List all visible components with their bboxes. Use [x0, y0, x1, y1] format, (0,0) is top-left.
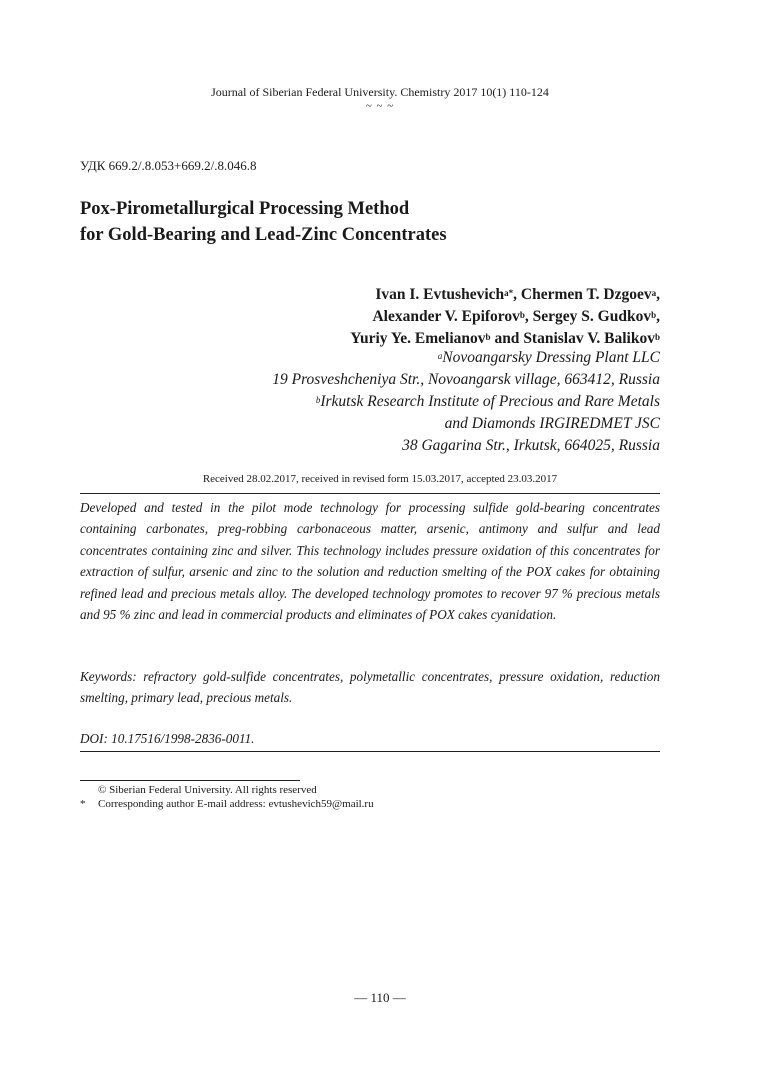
footnote-copyright: © Siberian Federal University. All rights reserved [98, 784, 317, 796]
affil-b-line-1: Irkutsk Research Institute of Precious and Rare Metals [320, 393, 660, 410]
doi: DOI: 10.17516/1998-2836-0011. [80, 731, 255, 746]
footnote-rule [80, 780, 300, 781]
author-separator: , [656, 308, 660, 325]
affil-a-line-1: Novoangarsky Dressing Plant LLC [442, 349, 660, 366]
affil-b-line-2: and Diamonds IRGIREDMET JSC [444, 415, 660, 432]
keywords: Keywords: refractory gold-sulfide concentrates, polymetallic concentrates, pressure oxidation, reduction smelting, primary lead, precious metals. [80, 669, 660, 706]
author-separator: , [524, 308, 533, 325]
abstract-top-rule [80, 493, 660, 494]
author-name: Sergey S. Gudkov [532, 308, 652, 325]
abstract-text: Developed and tested in the pilot mode technology for processing sulfide gold-bearing concentrates containing carbonates, preg-robbing carbonaceous matter, arsenic, antimony and sulfur and lead concentrates containing zinc and silver. This technology includes pressure oxidation of this concentrates for extraction of sulfur, arsenic and zinc to the solution and reduction smelting of the POX cakes for obtaining refined lead and precious metals alloy. The developed technology promotes to recover 97 % precious metals and 95 % zinc and lead in commercial products and eliminates of POX cakes cyanidation. [80, 500, 660, 623]
author-affil-mark: b [654, 332, 660, 342]
footnote-email-text: Corresponding author E-mail address: evtushevich59@mail.ru [98, 798, 374, 810]
author-separator: and [490, 330, 524, 347]
title-line-1: Pox-Pirometallurgical Processing Method [80, 199, 410, 219]
header-separator: ~ ~ ~ [365, 100, 395, 112]
footnote-mark: * [80, 798, 86, 810]
author-affil-mark: a* [504, 288, 514, 298]
affiliations [272, 347, 660, 457]
footnote-corresponding [80, 798, 374, 810]
affil-mark-b: b [315, 395, 321, 405]
author-affil-mark: b [485, 332, 491, 342]
affil-b-line-3: 38 Gagarina Str., Irkutsk, 664025, Russia [402, 437, 660, 454]
author-name: Chermen T. Dzgoev [520, 286, 652, 303]
author-affil-mark: b [519, 310, 525, 320]
author-separator: , [513, 286, 521, 303]
udk-code: УДК 669.2/.8.053+669.2/.8.046.8 [80, 158, 257, 173]
abstract-bottom-rule [80, 751, 660, 752]
author-name: Yuriy Ye. Emelianov [350, 330, 486, 347]
journal-header: Journal of Siberian Federal University. Chemistry 2017 10(1) 110-124 [211, 85, 549, 99]
author-affil-mark: a [651, 288, 657, 298]
paper-title [80, 196, 447, 248]
author-separator: , [656, 286, 660, 303]
author-name: Ivan I. Evtushevich [375, 286, 505, 303]
author-list [350, 284, 660, 350]
title-line-2: for Gold-Bearing and Lead-Zinc Concentrates [80, 225, 447, 245]
page-number: — 110 — [354, 990, 406, 1005]
affil-a-line-2: 19 Prosveshcheniya Str., Novoangarsk village, 663412, Russia [272, 371, 660, 388]
author-name: Stanislav V. Balikov [523, 330, 655, 347]
author-name: Alexander V. Epiforov [372, 308, 520, 325]
author-affil-mark: b [651, 310, 657, 320]
received-dates: Received 28.02.2017, received in revised form 15.03.2017, accepted 23.03.2017 [202, 473, 558, 485]
affil-mark-a: a [437, 351, 443, 361]
